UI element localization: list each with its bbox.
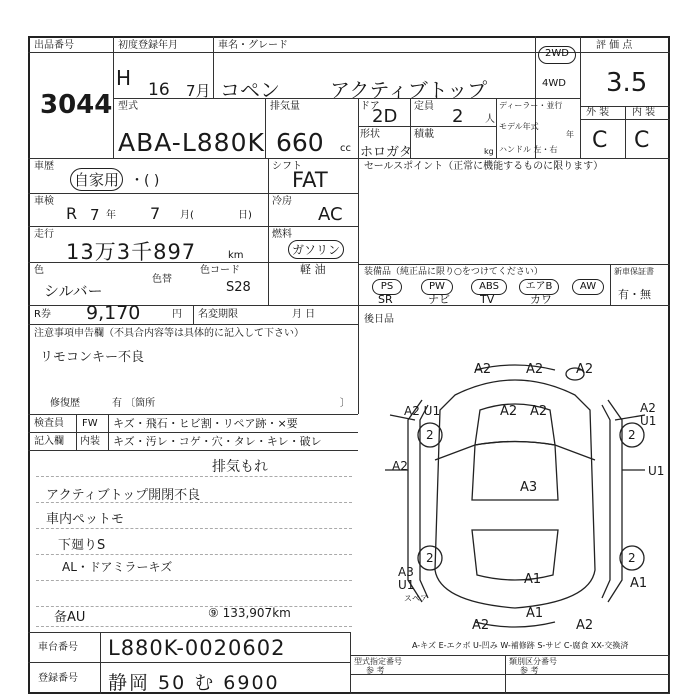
capacity-value: 2 bbox=[452, 106, 464, 127]
shape-label: 形状 bbox=[360, 129, 380, 140]
first-reg-year: 16 bbox=[148, 80, 170, 100]
shift-value: FAT bbox=[292, 168, 328, 192]
equip-kawa: カワ bbox=[530, 293, 552, 306]
rule bbox=[28, 432, 358, 433]
equip-abs-circled: ABS bbox=[471, 279, 507, 295]
rule bbox=[193, 305, 194, 324]
door-label: ドア bbox=[360, 101, 380, 112]
score-value: 3.5 bbox=[606, 68, 648, 98]
rule bbox=[580, 36, 581, 158]
drive-4wd: 4WD bbox=[542, 78, 566, 89]
chassis-value: L880K-0020602 bbox=[108, 636, 286, 660]
notes-title: 注意事項申告欄（不具合内容等は具体的に記入して下さい） bbox=[34, 328, 304, 339]
rule bbox=[28, 193, 358, 194]
shape-value: ホロガタ bbox=[360, 145, 413, 160]
tire-mark-fr: 2 bbox=[628, 428, 636, 442]
rule bbox=[28, 662, 350, 663]
tire-mark-rr: 2 bbox=[628, 551, 636, 565]
accessory-label: 後日品 bbox=[364, 314, 394, 325]
rule bbox=[28, 226, 358, 227]
inspection-year-unit: 年 bbox=[106, 210, 116, 221]
fuel-alt: 軽 油 bbox=[300, 263, 326, 276]
inspection-month-unit: 月( bbox=[180, 210, 194, 221]
rule bbox=[28, 414, 358, 415]
fuel-label: 燃料 bbox=[272, 229, 292, 240]
inspection-year: 7 bbox=[90, 206, 100, 224]
equip-ps-circled: PS bbox=[372, 279, 402, 295]
tire-mark-fl: 2 bbox=[426, 428, 434, 442]
mark-right-rear: A1 bbox=[630, 576, 648, 591]
rule bbox=[28, 632, 350, 633]
name-change-label: 名変期限 bbox=[198, 309, 238, 320]
mark-hood: A2 bbox=[530, 404, 548, 419]
rule bbox=[213, 36, 214, 98]
inspector-label-1: 検査員 bbox=[34, 418, 64, 429]
handle-label: ハンドル 左・右 bbox=[499, 145, 558, 154]
person-unit: 人 bbox=[485, 114, 495, 125]
note-1: リモコンキー不良 bbox=[40, 350, 145, 365]
name-change-value: 月 日 bbox=[292, 309, 316, 320]
remark-5: AL・ドアミラーキズ bbox=[62, 560, 173, 574]
mark-hood-left: A2 bbox=[500, 404, 518, 419]
class-label: 類別区分番号 bbox=[509, 657, 557, 666]
inspection-era: R bbox=[66, 204, 78, 223]
ac-label: 冷房 bbox=[272, 196, 292, 207]
new-car-value: 有・無 bbox=[618, 288, 651, 301]
color-change-label: 色替 bbox=[152, 274, 172, 285]
rule bbox=[625, 106, 626, 158]
interior-items: キズ・汚レ・コゲ・穴・タレ・キレ・破レ bbox=[113, 435, 322, 448]
model-year-label: モデル年式 bbox=[499, 122, 539, 131]
mark-left-fender: A2 U1 bbox=[404, 404, 441, 418]
mark-roof: A3 bbox=[520, 480, 538, 495]
rule bbox=[610, 264, 611, 305]
cc-unit: cc bbox=[340, 143, 351, 154]
roof-outline bbox=[472, 442, 558, 501]
score-label: 評 価 点 bbox=[596, 40, 633, 51]
plate-label: 登録番号 bbox=[38, 673, 78, 684]
fuel-value-circled: ガソリン bbox=[288, 240, 344, 259]
spare-label: スペア bbox=[404, 594, 428, 603]
rule bbox=[268, 158, 269, 306]
ac-value: AC bbox=[318, 204, 343, 225]
chassis-label: 車台番号 bbox=[38, 642, 78, 653]
mileage-value: 13万3千897 bbox=[66, 240, 197, 264]
rule bbox=[28, 324, 358, 325]
year-unit: 年 bbox=[566, 130, 574, 139]
equip-pw-circled: PW bbox=[421, 279, 453, 295]
equip-navi: ナビ bbox=[428, 293, 450, 306]
color-code-value: S28 bbox=[226, 280, 251, 295]
int-value: C bbox=[634, 128, 650, 153]
mark-front-left: A2 bbox=[474, 362, 492, 377]
recycle-value: 9,170 bbox=[86, 302, 141, 324]
rule bbox=[108, 414, 109, 450]
damage-legend: A-キズ E-エクボ U-凹み W-補修跡 S-サビ C-腐食 XX-交換済 bbox=[412, 641, 629, 650]
rule bbox=[350, 674, 670, 675]
ref-label-1: 参 考 bbox=[366, 666, 385, 675]
right-side-inner bbox=[602, 405, 610, 598]
rule bbox=[76, 414, 77, 450]
remark-6: 备AU bbox=[54, 610, 86, 625]
displacement-value: 660 bbox=[276, 128, 324, 157]
color-code-label: 色コード bbox=[200, 265, 240, 276]
lot-number: 3044 bbox=[40, 90, 113, 120]
plate-value: 静岡 50 む 6900 bbox=[108, 672, 280, 694]
remark-7: ⑨ 133,907km bbox=[208, 606, 291, 620]
rule bbox=[100, 632, 101, 694]
lot-label: 出品番号 bbox=[34, 40, 74, 51]
grade: アクティブトップ bbox=[330, 78, 488, 102]
first-reg-month: 7月 bbox=[186, 82, 211, 100]
repair-end: 〕 bbox=[340, 398, 350, 409]
rule bbox=[535, 36, 536, 158]
remark-4: 下廻りS bbox=[58, 538, 106, 553]
new-car-label: 新車保証書 bbox=[614, 267, 654, 276]
yen-unit: 円 bbox=[172, 309, 182, 320]
model-name: コペン bbox=[220, 78, 280, 102]
history-rest: ・( ) bbox=[130, 173, 160, 189]
rule bbox=[113, 98, 580, 99]
mark-front-center: A2 bbox=[526, 362, 544, 377]
rule bbox=[265, 98, 266, 158]
equip-airbag-circled: エアB bbox=[519, 279, 559, 295]
remark-line bbox=[36, 528, 352, 529]
tire-mark-rl: 2 bbox=[426, 551, 434, 565]
mark-rear-left: A2 bbox=[472, 618, 490, 633]
displacement-label: 排気量 bbox=[270, 101, 300, 112]
door-value: 2D bbox=[372, 106, 398, 127]
repair-label: 修復歴 bbox=[50, 398, 80, 409]
remark-2: アクティブトップ開閉不良 bbox=[46, 488, 201, 503]
interior-label: 内装 bbox=[80, 436, 100, 447]
rule bbox=[358, 264, 670, 265]
mark-right-door: U1 bbox=[648, 464, 665, 478]
remark-3: 車内ペットモ bbox=[46, 512, 125, 527]
mileage-label: 走行 bbox=[34, 229, 54, 240]
inspection-month: 7 bbox=[150, 204, 161, 223]
recycle-label: R券 bbox=[34, 309, 51, 320]
load-label: 積載 bbox=[414, 129, 434, 140]
equip-tv: TV bbox=[480, 293, 495, 306]
mark-trunk: A1 bbox=[524, 572, 542, 587]
mark-left-rear: A3 U1 bbox=[398, 565, 415, 592]
mark-rear-right: A2 bbox=[576, 618, 594, 633]
history-value-circled: 自家用 bbox=[70, 168, 123, 191]
mark-left-door: A2 bbox=[392, 459, 408, 473]
ext-value: C bbox=[592, 128, 608, 153]
shift-label: シフト bbox=[272, 161, 302, 172]
ref-label-2: 参 考 bbox=[520, 666, 539, 675]
rear-window-outline bbox=[472, 530, 558, 580]
inspection-label: 車検 bbox=[34, 196, 54, 207]
rule bbox=[358, 158, 359, 414]
rule bbox=[28, 450, 358, 451]
mark-rear-center: A1 bbox=[526, 606, 544, 621]
color-value: シルバー bbox=[44, 282, 103, 300]
model-label: 車名・グレード bbox=[218, 40, 288, 51]
inspection-day-unit: 日) bbox=[238, 210, 252, 221]
drive-2wd-circled: 2WD bbox=[538, 46, 576, 64]
rule bbox=[358, 98, 359, 158]
type-designation-label: 型式指定番号 bbox=[354, 657, 402, 666]
remark-line bbox=[36, 476, 352, 477]
fw-items: キズ・飛石・ヒビ割・リペア跡・×要 bbox=[113, 417, 298, 430]
equip-aw-circled: AW bbox=[572, 279, 604, 295]
rule bbox=[28, 158, 670, 159]
first-reg-era: H bbox=[116, 66, 132, 90]
first-reg-label: 初度登録年月 bbox=[118, 40, 178, 51]
ext-label: 外 装 bbox=[586, 107, 610, 118]
remark-line bbox=[36, 580, 352, 581]
km-unit: km bbox=[228, 250, 244, 261]
color-label: 色 bbox=[34, 265, 44, 276]
mark-front-right: A2 bbox=[576, 362, 594, 377]
sales-point-title: セールスポイント（正常に機能するものに限ります） bbox=[364, 161, 604, 172]
kg-unit: kg bbox=[484, 147, 494, 156]
repair-value: 有 〔箇所 bbox=[112, 398, 156, 409]
type-value: ABA-L880K bbox=[118, 128, 265, 157]
history-label: 車歴 bbox=[34, 161, 54, 172]
pillar-lines bbox=[435, 445, 595, 460]
dealer-label: ディーラー・並行 bbox=[499, 101, 563, 110]
fw-label: FW bbox=[82, 418, 98, 429]
remark-line bbox=[36, 554, 352, 555]
remark-line bbox=[36, 626, 352, 627]
equip-sr: SR bbox=[378, 293, 393, 306]
rule bbox=[496, 98, 497, 158]
int-label: 内 装 bbox=[632, 107, 656, 118]
inspector-label-2: 記入欄 bbox=[34, 436, 64, 447]
mark-leaders bbox=[385, 415, 645, 470]
equipment-label: 装備品（純正品に限り○をつけてください） bbox=[364, 267, 543, 277]
mark-right-fender: A2 U1 bbox=[640, 401, 657, 428]
type-label: 型式 bbox=[118, 101, 138, 112]
remark-1: 排気もれ bbox=[212, 459, 268, 475]
capacity-label: 定員 bbox=[414, 101, 434, 112]
